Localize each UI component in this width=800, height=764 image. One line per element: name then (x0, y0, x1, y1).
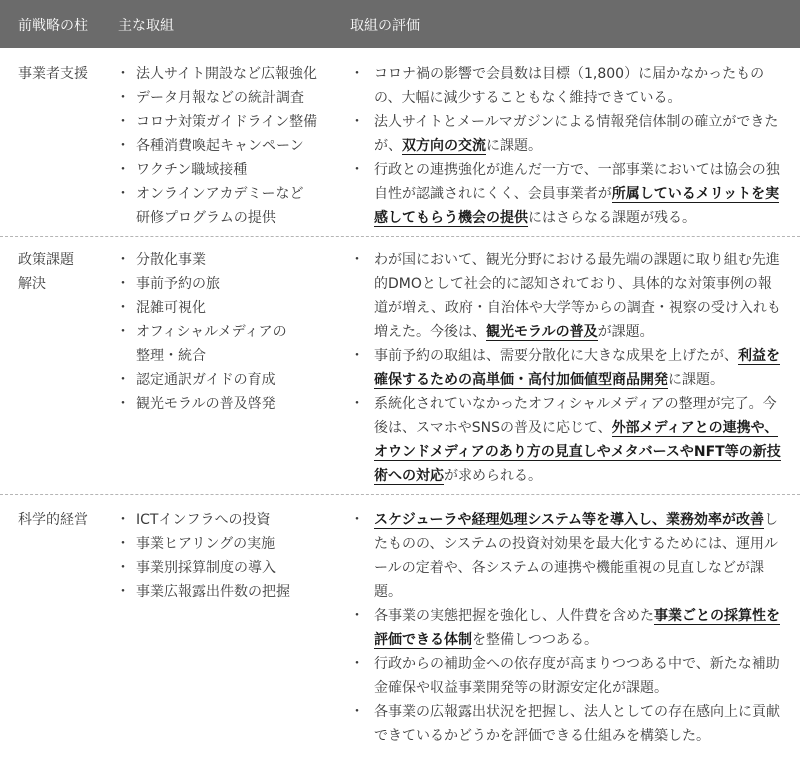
initiative-list (118, 248, 338, 416)
evaluation-highlight: 事業ごとの採算性を評価できる体制 (374, 608, 780, 648)
evaluation-item (350, 158, 782, 230)
pillar-label: 政策課題解決 (18, 252, 74, 292)
initiative-item: ・ オンラインアカデミーなど研修プログラムの提供 (118, 182, 316, 230)
evaluation-text: 行政からの補助金への依存度が高まりつつある中で、新たな補助金確保や収益事業開発等の財源安定化が課題。 (374, 656, 780, 696)
header-initiatives: 主な取組 (118, 18, 174, 34)
initiative-item: ・ ワクチン職域接種 (118, 158, 338, 182)
evaluation-text: 行政との連携強化が進んだ一方で、一部事業においては協会の独自性が認識されにくく、会員事業者が (374, 162, 780, 202)
evaluation-highlight: 利益を確保するための高単価・高付加価値型商品開発 (374, 348, 780, 388)
evaluation-text: が求められる。 (444, 468, 542, 484)
evaluation-list (350, 248, 782, 488)
header-evaluation: 取組の評価 (350, 18, 420, 34)
evaluation-item (350, 248, 782, 344)
evaluation-text: 系統化されていなかったオフィシャルメディアの整理が完了。今後は、スマホやSNSの普及に応じて、 (374, 396, 777, 436)
evaluation-text: したものの、システムの投資対効果を最大化するためには、運用ルールの定着や、各システムの連携や機能重視の見直しなどが課題。 (374, 512, 779, 600)
initiative-item: ・ 各種消費喚起キャンペーン (118, 134, 338, 158)
evaluation-text: わが国において、観光分野における最先端の課題に取り組む先進的DMOとして社会的に認知されており、具体的な対策事例の報道が増え、政府・自治体や大学等からの調査・視察の受け入れも増えた。今後は、 (374, 252, 781, 340)
initiative-item: ・ ICTインフラへの投資 (118, 508, 338, 532)
initiative-item: ・ 事業別採算制度の導入 (118, 556, 338, 580)
initiative-item: ・ 事業広報露出件数の把握 (118, 580, 338, 604)
evaluation-highlight: 所属しているメリットを実感してもらう機会の提供 (374, 186, 780, 226)
initiative-item: ・ 観光モラルの普及啓発 (118, 392, 338, 416)
evaluation-highlight: 観光モラルの普及 (486, 324, 598, 340)
pillar-label: 科学的経営 (18, 512, 88, 528)
evaluation-item (350, 110, 782, 158)
initiative-item: ・ 分散化事業 (118, 248, 338, 272)
evaluation-text: を整備しつつある。 (472, 632, 598, 648)
initiative-item: ・ オフィシャルメディアの整理・統合 (118, 320, 296, 368)
evaluation-item (350, 700, 782, 748)
evaluation-item (350, 392, 782, 488)
evaluation-text: に課題。 (486, 138, 542, 154)
evaluation-item (350, 62, 782, 110)
evaluation-list (350, 62, 782, 230)
row-divider (0, 236, 800, 237)
row-divider (0, 494, 800, 495)
evaluation-highlight: 双方向の交流 (402, 138, 486, 154)
evaluation-text: 法人サイトとメールマガジンによる情報発信体制の確立ができたが、 (374, 114, 779, 154)
initiative-item: ・ 混雑可視化 (118, 296, 338, 320)
header-pillar: 前戦略の柱 (18, 18, 88, 34)
evaluation-text: 事前予約の取組は、需要分散化に大きな成果を上げたが、 (374, 348, 738, 364)
evaluation-item (350, 344, 782, 392)
table-header (0, 0, 800, 48)
evaluation-text: 各事業の広報露出状況を把握し、法人としての存在感向上に貢献できているかどうかを評価できる仕組みを構築した。 (374, 704, 780, 744)
evaluation-highlight: スケジューラや経理処理システム等を導入し、業務効率が改善 (374, 512, 765, 528)
initiative-item: ・ 認定通訳ガイドの育成 (118, 368, 338, 392)
initiative-item: ・ 事業ヒアリングの実施 (118, 532, 338, 556)
evaluation-text: に課題。 (668, 372, 724, 388)
initiative-list (118, 62, 338, 230)
evaluation-list (350, 508, 782, 748)
initiative-item: ・ 事前予約の旅 (118, 272, 338, 296)
initiative-list (118, 508, 338, 604)
evaluation-item (350, 652, 782, 700)
evaluation-text: コロナ禍の影響で会員数は目標（1,800）に届かなかったものの、大幅に減少することもなく維持できている。 (374, 66, 765, 106)
evaluation-text: 各事業の実態把握を強化し、人件費を含めた (374, 608, 654, 624)
evaluation-text: が課題。 (597, 324, 654, 340)
evaluation-item (350, 604, 782, 652)
pillar-label: 事業者支援 (18, 66, 88, 82)
evaluation-highlight: 外部メディアとの連携や、オウンドメディアのあり方の見直しやメタバースやNFT等の新技術への対応 (374, 420, 781, 484)
initiative-item: ・ データ月報などの統計調査 (118, 86, 338, 110)
initiative-item: ・ 法人サイト開設など広報強化 (118, 62, 338, 86)
evaluation-text: にはさらなる課題が残る。 (528, 210, 696, 226)
evaluation-item (350, 508, 782, 604)
initiative-item: ・ コロナ対策ガイドライン整備 (118, 110, 338, 134)
